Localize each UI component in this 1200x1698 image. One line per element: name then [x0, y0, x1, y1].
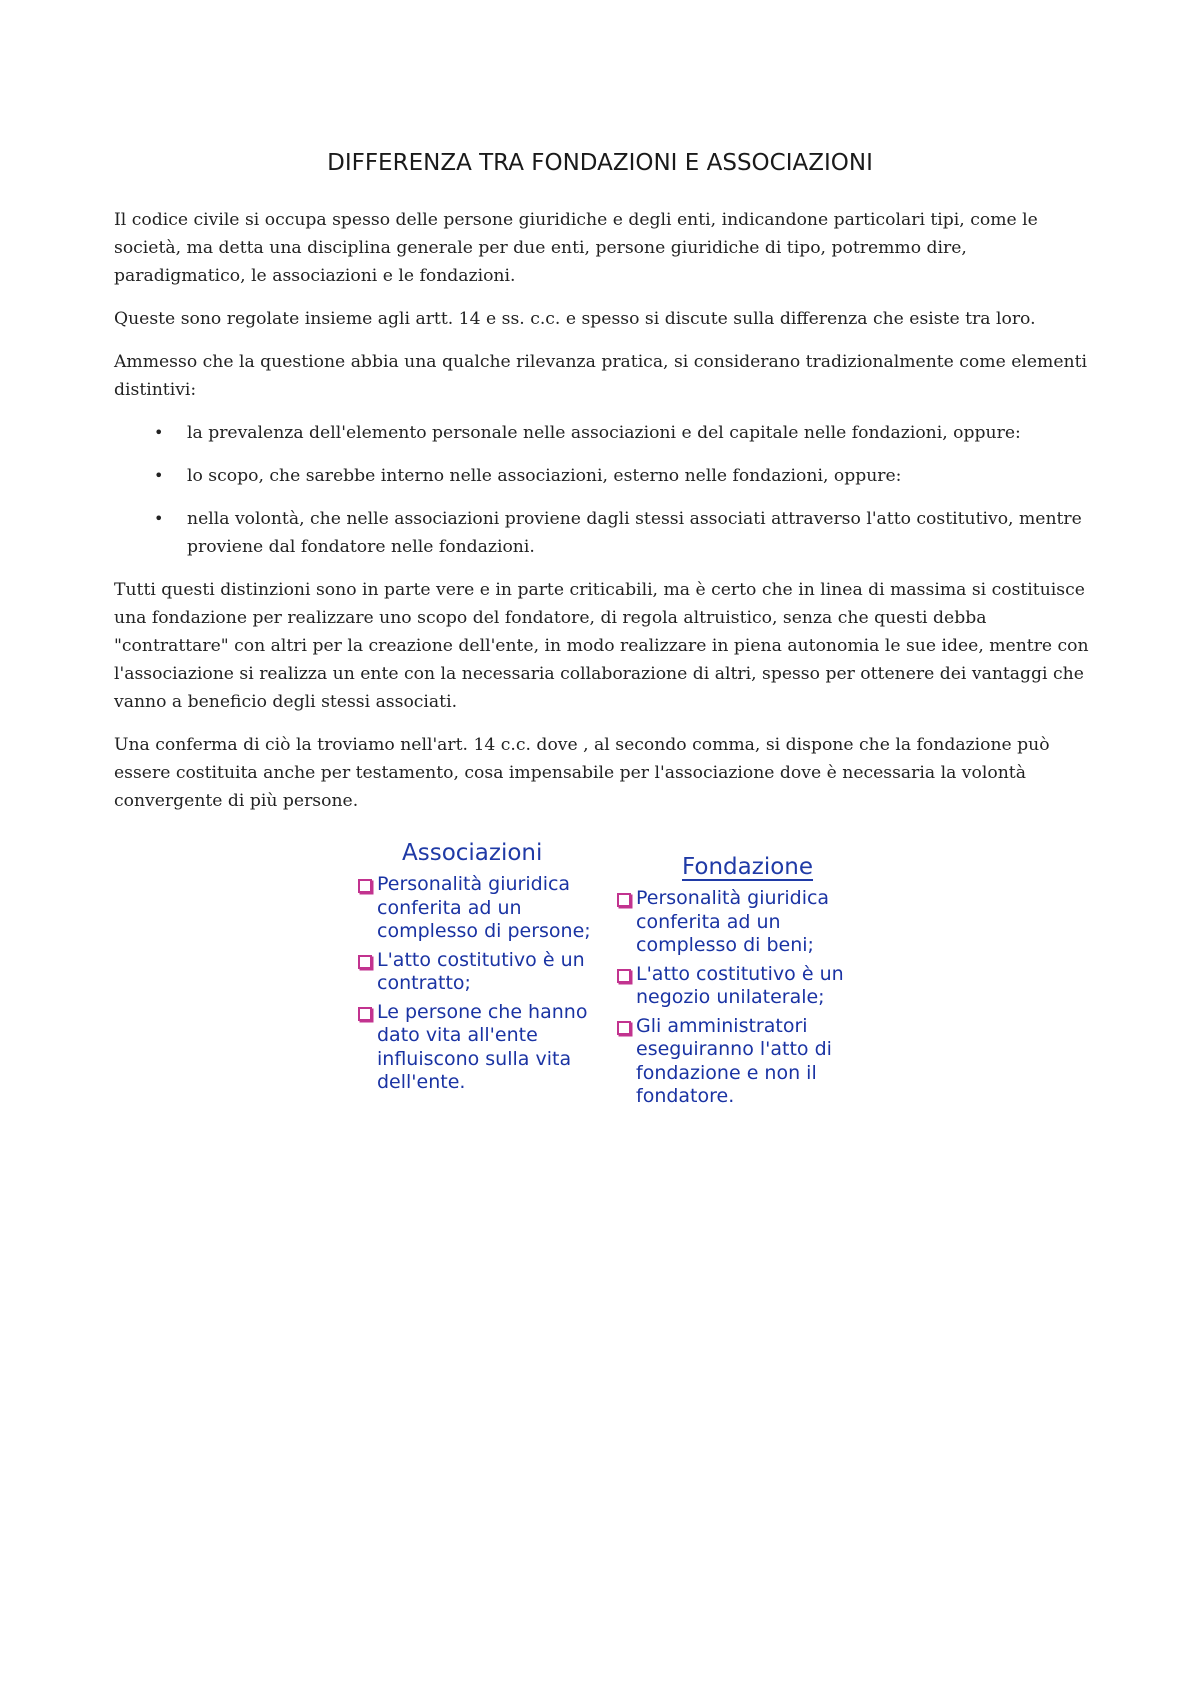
fondazione-item-text: Personalità giuridica conferita ad un complesso di beni; [636, 887, 830, 956]
associazioni-item-text: Personalità giuridica conferita ad un complesso di persone; [377, 873, 591, 942]
checkbox-icon [617, 1021, 631, 1035]
checkbox-icon [617, 969, 631, 983]
fondazione-item-text: L'atto costitutivo è un negozio unilaterale; [636, 962, 844, 1008]
document-body [114, 206, 1089, 830]
checkbox-icon [358, 955, 372, 969]
fondazione-item-text: Gli amministratori eseguiranno l'atto di fondazione e non il fondatore. [636, 1014, 832, 1107]
distinctive-elements-list [114, 419, 1089, 561]
paragraph-intro: Il codice civile si occupa spesso delle persone giuridiche e degli enti, indicandone particolari tipi, come le società, ma detta una disciplina generale per due enti, persone giuridiche di tipo, potremmo dire, paradigmatico, le associazioni e le fondazioni. [114, 210, 1038, 286]
fondazione-list [617, 887, 862, 1114]
associazioni-item [358, 949, 598, 996]
fondazione-item [617, 1015, 862, 1109]
paragraph-confirmation: Una conferma di ciò la troviamo nell'art. 14 c.c. dove , al secondo comma, si dispone che la fondazione può essere costituita anche per testamento, cosa impensabile per l'associazione dove è necessaria la volontà convergente di più persone. [114, 735, 1050, 811]
associazioni-heading: Associazioni [402, 840, 543, 866]
paragraph-regulation: Queste sono regolate insieme agli artt. 14 e ss. c.c. e spesso si discute sulla differenza che esiste tra loro. [114, 309, 1036, 329]
fondazione-heading: Fondazione [682, 854, 814, 880]
list-item-text: nella volontà, che nelle associazioni proviene dagli stessi associati attraverso l'atto costitutivo, mentre proviene dal fondatore nelle fondazioni. [187, 509, 1082, 557]
bullet-icon: • [154, 466, 164, 485]
associazioni-item-text: L'atto costitutivo è un contratto; [377, 948, 585, 994]
document-title: DIFFERENZA TRA FONDAZIONI E ASSOCIAZIONI [327, 150, 873, 176]
checkbox-icon [617, 893, 631, 907]
paragraph-elements: Ammesso che la questione abbia una qualche rilevanza pratica, si considerano tradizionalmente come elementi distintivi: [114, 352, 1087, 400]
list-item [114, 419, 1089, 447]
bullet-icon: • [154, 509, 164, 528]
comparison-figure [350, 840, 870, 1140]
associazioni-item-text: Le persone che hanno dato vita all'ente influiscono sulla vita dell'ente. [377, 1000, 588, 1093]
list-item-text: la prevalenza dell'elemento personale nelle associazioni e del capitale nelle fondazioni, oppure: [187, 423, 1021, 443]
bullet-icon: • [154, 423, 164, 442]
fondazione-item [617, 887, 862, 958]
fondazione-item [617, 963, 862, 1010]
list-item [114, 462, 1089, 490]
paragraph-conclusion: Tutti questi distinzioni sono in parte vere e in parte criticabili, ma è certo che in linea di massima si costituisce una fondazione per realizzare uno scopo del fondatore, di regola altruistico, senza che questi debba "contrattare" con altri per la creazione dell'ente, in modo realizzare in piena autonomia le sue idee, mentre con l'associazione si realizza un ente con la necessaria collaborazione di altri, spesso per ottenere dei vantaggi che vanno a beneficio degli stessi associati. [114, 580, 1089, 712]
checkbox-icon [358, 879, 372, 893]
associazioni-list [358, 873, 598, 1100]
list-item [114, 505, 1089, 561]
associazioni-item [358, 873, 598, 944]
associazioni-item [358, 1001, 598, 1095]
list-item-text: lo scopo, che sarebbe interno nelle associazioni, esterno nelle fondazioni, oppure: [187, 466, 902, 486]
checkbox-icon [358, 1007, 372, 1021]
